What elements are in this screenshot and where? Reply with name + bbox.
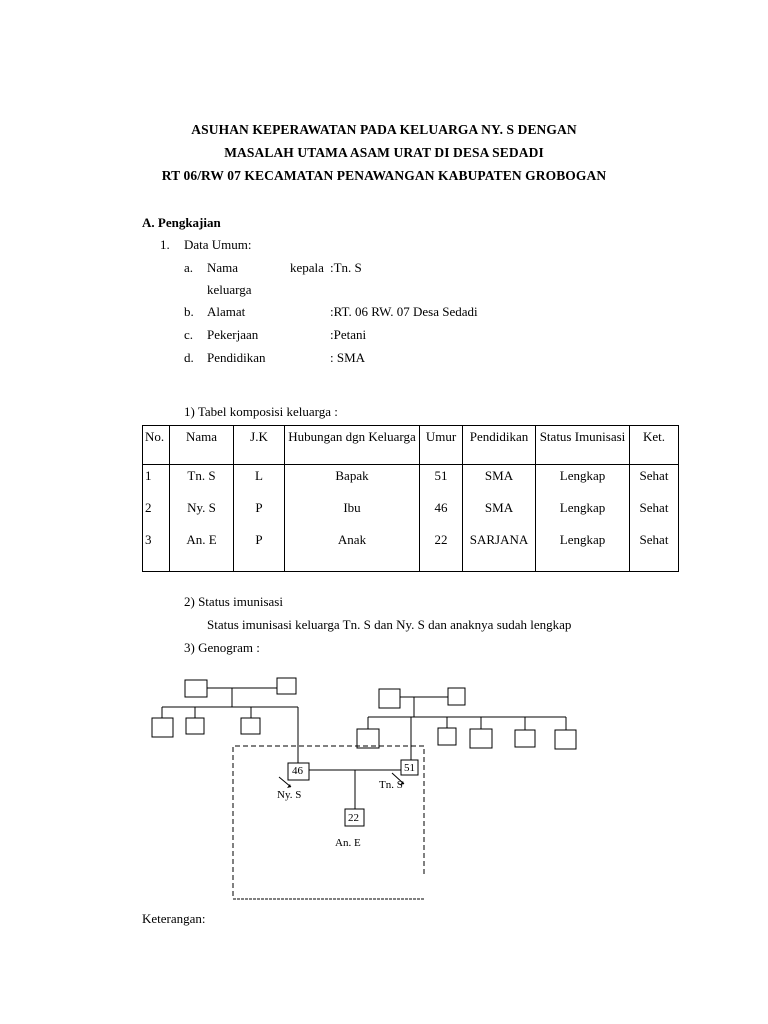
field-c-label: Pekerjaan: [207, 327, 259, 342]
header-jk: J.K: [234, 426, 285, 465]
field-a-label: Nama: [207, 260, 239, 275]
genogram-label: 3) Genogram :: [184, 640, 260, 655]
cell-ket: Sehat: [630, 497, 679, 529]
cell-umur: 51: [420, 465, 463, 498]
cell-umur: 22: [420, 529, 463, 572]
sibling-box: [186, 718, 204, 734]
child-age: 22: [348, 812, 359, 824]
sibling-box: [438, 728, 456, 745]
field-b-letter: b.: [184, 304, 194, 319]
cell-ket: Sehat: [630, 465, 679, 498]
item-1-label: Data Umum:: [184, 237, 252, 252]
cell-jk: L: [234, 465, 285, 498]
grandparent-box: [277, 678, 296, 694]
field-a-value: :Tn. S: [330, 260, 362, 275]
cell-hubungan: Anak: [285, 529, 420, 572]
imunisasi-text: Status imunisasi keluarga Tn. S dan Ny. S dan anaknya sudah lengkap: [207, 617, 572, 632]
cell-hubungan: Ibu: [285, 497, 420, 529]
field-a-label-line2: keluarga: [207, 282, 252, 297]
keterangan-label: Keterangan:: [142, 911, 206, 926]
cell-nama: An. E: [170, 529, 234, 572]
header-hubungan: Hubungan dgn Keluarga: [285, 426, 420, 465]
sibling-box: [152, 718, 173, 737]
header-pendidikan: Pendidikan: [463, 426, 536, 465]
item-1-number: 1.: [160, 237, 170, 252]
table-label: 1) Tabel komposisi keluarga :: [184, 404, 338, 419]
cell-status: Lengkap: [536, 465, 630, 498]
sibling-box: [470, 729, 492, 748]
title-line-3: RT 06/RW 07 KECAMATAN PENAWANGAN KABUPATEN GROBOGAN: [161, 168, 607, 183]
header-status-imunisasi: Status Imunisasi: [536, 426, 630, 465]
header-ket: Ket.: [630, 426, 679, 465]
grandparent-box: [379, 689, 400, 708]
cell-status: Lengkap: [536, 497, 630, 529]
cell-pendidikan: SARJANA: [463, 529, 536, 572]
field-d-value: : SMA: [330, 350, 366, 365]
header-no: No.: [143, 426, 170, 465]
header-nama: Nama: [170, 426, 234, 465]
field-b-label: Alamat: [207, 304, 246, 319]
ny-s-label: Ny. S: [277, 789, 302, 801]
field-d-letter: d.: [184, 350, 194, 365]
field-b-value: :RT. 06 RW. 07 Desa Sedadi: [330, 304, 478, 319]
imunisasi-label: 2) Status imunisasi: [184, 594, 283, 609]
cell-pendidikan: SMA: [463, 497, 536, 529]
cell-ket: Sehat: [630, 529, 679, 572]
field-a-label-cont: kepala: [290, 260, 324, 275]
sibling-box: [241, 718, 260, 734]
cell-status: Lengkap: [536, 529, 630, 572]
field-c-letter: c.: [184, 327, 194, 342]
field-c-value: :Petani: [330, 327, 367, 342]
tn-s-label: Tn. S: [379, 779, 403, 791]
cell-nama: Ny. S: [170, 497, 234, 529]
sibling-box: [555, 730, 576, 749]
header-umur: Umur: [420, 426, 463, 465]
cell-hubungan: Bapak: [285, 465, 420, 498]
grandparent-box: [448, 688, 465, 705]
field-d-label: Pendidikan: [207, 350, 266, 365]
cell-jk: P: [234, 497, 285, 529]
sibling-box: [515, 730, 535, 747]
cell-no: 3: [143, 529, 170, 572]
cell-jk: P: [234, 529, 285, 572]
ny-s-age: 46: [292, 765, 303, 777]
title-line-2: MASALAH UTAMA ASAM URAT DI DESA SEDADI: [224, 145, 544, 160]
tn-s-age: 51: [404, 762, 415, 774]
cell-pendidikan: SMA: [463, 465, 536, 498]
section-heading: A. Pengkajian: [142, 215, 221, 230]
cell-no: 1: [143, 465, 170, 498]
sibling-box: [357, 729, 379, 748]
cell-nama: Tn. S: [170, 465, 234, 498]
grandparent-box: [185, 680, 207, 697]
title-line-1: ASUHAN KEPERAWATAN PADA KELUARGA NY. S DENGAN: [191, 122, 577, 137]
child-label: An. E: [335, 837, 361, 849]
cell-no: 2: [143, 497, 170, 529]
cell-umur: 46: [420, 497, 463, 529]
field-a-letter: a.: [184, 260, 194, 275]
